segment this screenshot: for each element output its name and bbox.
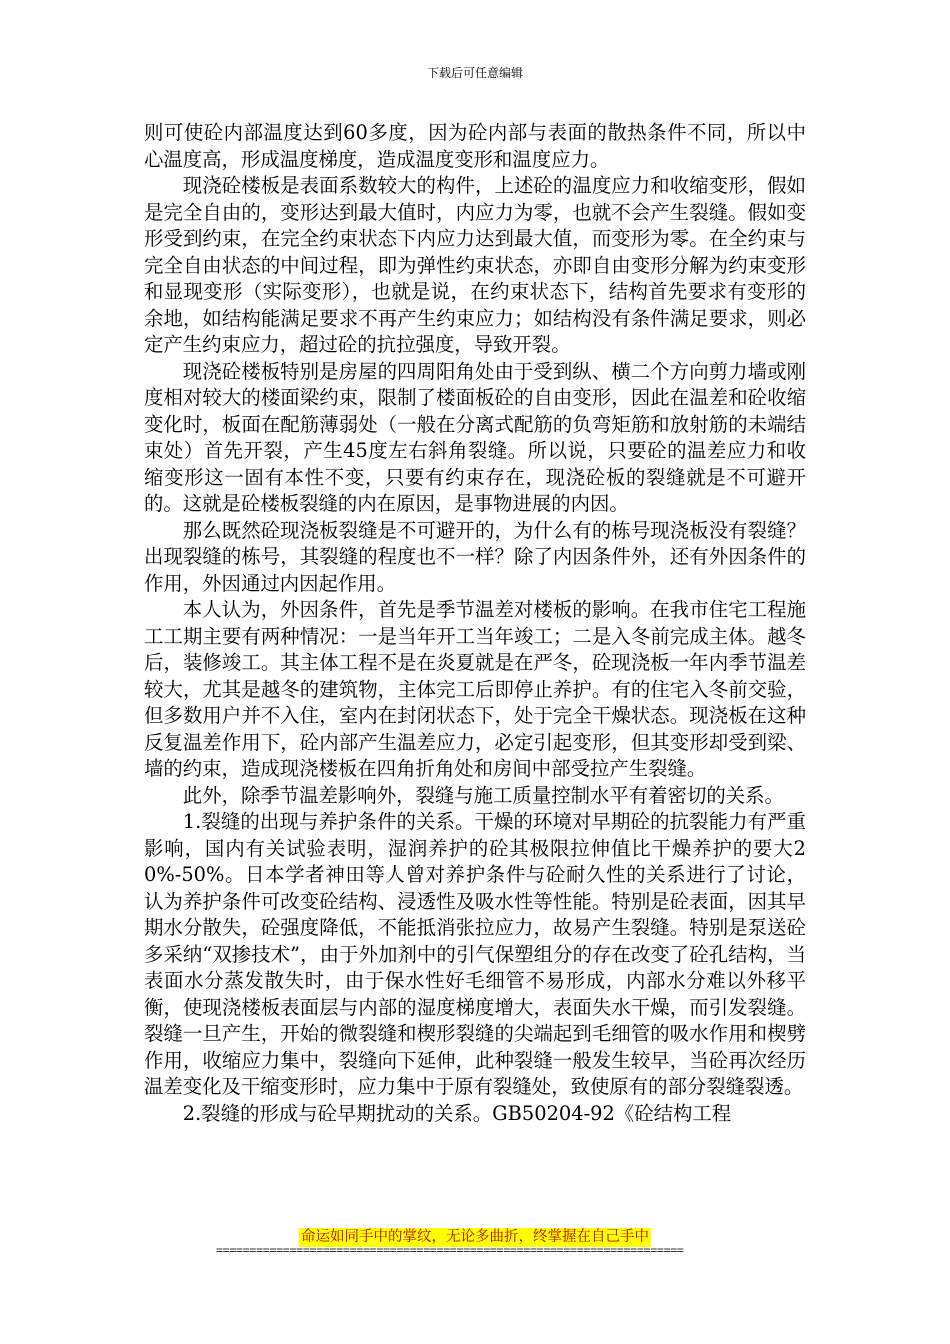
paragraph-2: 现浇砼楼板是表面系数较大的构件，上述砼的温度应力和收缩变形，假如是完全自由的，变形达到最大值时，内应力为零，也就不会产生裂缝。假如变形受到约束，在完全约束状态下内应力达到最大值，而变形为零。在全约束与完全自由状态的中间过程，即为弹性约束状态，亦即自由变形分解为约束变形和显现变形（实际变形），也就是说，在约束状态下，结构首先要求有变形的余地，如结构能满足要求不再产生约束应力；如结构没有条件满足要求，则必定产生约束应力，超过砼的抗拉强度，导致开裂。 [144,174,806,356]
paragraph-8: 2.裂缝的形成与砼早期扰动的关系。GB50204-92《砼结构工程 [182,1101,732,1125]
paragraph-3: 现浇砼楼板特别是房屋的四周阳角处由于受到纵、横二个方向剪力墙或刚度相对较大的楼面梁约束，限制了楼面板砼的自由变形，因此在温差和砼收缩变化时，板面在配筋薄弱处（一般在分离式配筋的负弯矩筋和放射筋的未端结束处）首先开裂，产生45度左右斜角裂缝。所以说，只要砼的温差应力和收缩变形这一固有本性不变，只要有约束存在，现浇砼板的裂缝就是不可避开的。这就是砼楼板裂缝的内在原因，是事物进展的内因。 [144,359,806,515]
paragraph-1: 则可使砼内部温度达到60多度，因为砼内部与表面的散热条件不同，所以中心温度高，形成温度梯度，造成温度变形和温度应力。 [144,121,806,171]
footer-banner-text: 命运如同手中的掌纹，无论多曲折，终掌握在自己手中 [301,1229,649,1245]
footer-divider: ====================================================================== [216,1243,684,1257]
paragraph-7: 1.裂缝的出现与养护条件的关系。干燥的环境对早期砼的抗裂能力有严重影响，国内有关试验表明，湿润养护的砼其极限拉伸值比干燥养护的要大20%-50%。日本学者神田等人曾对养护条件与砼耐久性的关系进行了讨论，认为养护条件可改变砼结构、浸透性及吸水性等性能。特别是砼表面，因其早期水分散失，砼强度降低，不能抵消张拉应力，故易产生裂缝。特别是泵送砼多采纳“双掺技术”，由于外加剂中的引气保塑组分的存在改变了砼孔结构，当表面水分蒸发散失时，由于保水性好毛细管不易形成，内部水分难以外移平衡，使现浇楼板表面层与内部的湿度梯度增大，表面失水干燥，而引发裂缝。裂缝一旦产生，开始的微裂缝和楔形裂缝的尖端起到毛细管的吸水作用和楔劈作用，收缩应力集中，裂缝向下延伸，此种裂缝一般发生较早，当砼再次经历温差变化及干缩变形时，应力集中于原有裂缝处，致使原有的部分裂缝裂透。 [144,810,806,1098]
document-body [144,120,806,1127]
paragraph-4: 那么既然砼现浇板裂缝是不可避开的，为什么有的栋号现浇板没有裂缝？出现裂缝的栋号，其裂缝的程度也不一样？除了内因条件外，还有外因条件的作用，外因通过内因起作用。 [144,518,806,595]
paragraph-5: 本人认为，外因条件，首先是季节温差对楼板的影响。在我市住宅工程施工工期主要有两种情况：一是当年开工当年竣工；二是入冬前完成主体。越冬后，装修竣工。其主体工程不是在炎夏就是在严冬，砼现浇板一年内季节温差较大，尤其是越冬的建筑物，主体完工后即停止养护。有的住宅入冬前交验，但多数用户并不入住，室内在封闭状态下，处于完全干燥状态。现浇板在这种反复温差作用下，砼内部产生温差应力，必定引起变形，但其变形却受到梁、墙的约束，造成现浇楼板在四角折角处和房间中部受拉产生裂缝。 [144,598,806,780]
page-header: 下载后可任意编辑 [426,66,523,80]
paragraph-6: 此外，除季节温差影响外，裂缝与施工质量控制水平有着密切的关系。 [182,783,784,807]
